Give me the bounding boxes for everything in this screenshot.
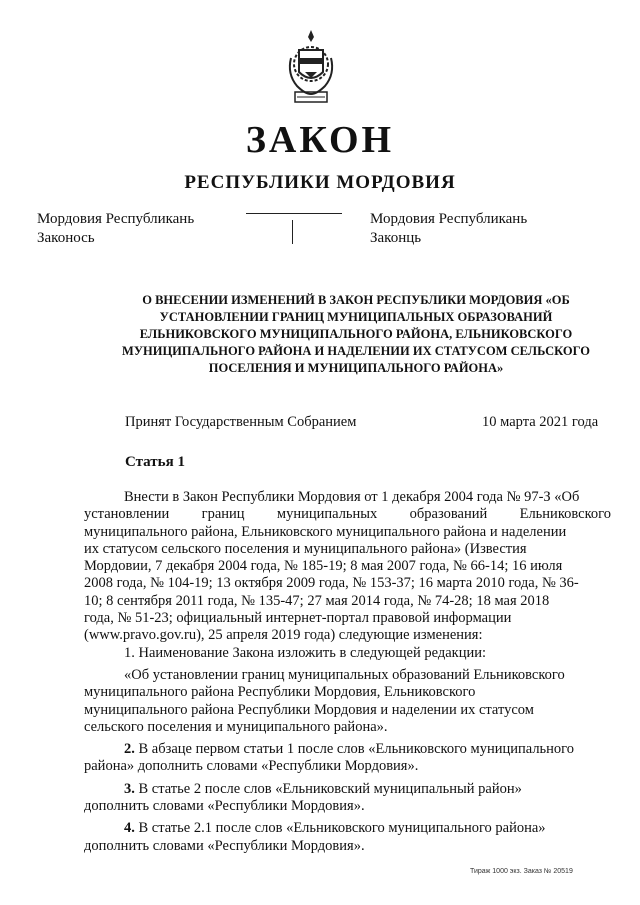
header-right-line: Законць — [370, 230, 422, 246]
intro-line: Внести в Закон Республики Мордовия от 1 декабря 2004 года № 97-З «Об — [124, 489, 580, 505]
item-4-line: дополнить словами «Республики Мордовия». — [84, 837, 365, 854]
intro-line: года, № 51-23; официальный интернет-портал правовой информации — [84, 610, 512, 627]
item-2-number: 2. — [124, 741, 135, 758]
heading-line: ЕЛЬНИКОВСКОГО МУНИЦИПАЛЬНОГО РАЙОНА, ЕЛЬНИКОВСКОГО — [139, 327, 573, 341]
header-right-erzyan — [370, 210, 527, 248]
header-right-line: Мордовия Республикань — [370, 211, 528, 227]
header-left-line: Мордовия Республикань — [37, 211, 195, 227]
heading-line: ПОСЕЛЕНИЯ И МУНИЦИПАЛЬНОГО РАЙОНА» — [208, 361, 504, 375]
item-3 — [84, 781, 611, 798]
law-heading — [100, 292, 612, 377]
adopted-by: Принят Государственным Собранием — [125, 414, 357, 430]
intro-line: (www.pravo.gov.ru), 25 апреля 2019 года) следующие изменения: — [84, 627, 483, 644]
coat-of-arms-emblem — [283, 28, 339, 110]
item-3-number: 3. — [124, 780, 135, 797]
header-left-mokshan — [37, 210, 194, 248]
intro-line: муниципального района, Ельниковского муниципального района и наделении — [84, 523, 567, 540]
item-4-text: В статье 2.1 после слов «Ельниковского муниципального района» — [134, 820, 546, 837]
quote-line: сельского поселения и муниципального района». — [84, 718, 388, 735]
header-left-line: Законось — [37, 230, 95, 246]
adopted-date: 10 марта 2021 года — [482, 414, 599, 430]
header-divider-horizontal — [246, 213, 342, 214]
item-2 — [84, 741, 611, 758]
intro-line: их статусом сельского поселения и муниципального района» (Известия — [84, 540, 527, 557]
heading-line: МУНИЦИПАЛЬНОГО РАЙОНА И НАДЕЛЕНИИ ИХ СТАТУСОМ СЕЛЬСКОГО — [122, 344, 590, 358]
header-divider-vertical — [292, 220, 293, 244]
item-4-number: 4. — [124, 820, 135, 837]
item-2-text: В абзаце первом статьи 1 после слов «Ельниковского муниципального — [134, 741, 575, 758]
heading-line: УСТАНОВЛЕНИИ ГРАНИЦ МУНИЦИПАЛЬНЫХ ОБРАЗОВАНИЙ — [159, 310, 553, 324]
intro-line: 10; 8 сентября 2011 года, № 135-47; 27 мая 2014 года, № 74-28; 18 мая 2018 — [84, 592, 550, 609]
republic-subtitle: РЕСПУБЛИКИ МОРДОВИЯ — [184, 172, 456, 193]
quote-line: муниципального района Республики Мордовия, Ельниковского — [84, 684, 476, 701]
quote-line: «Об установлении границ муниципальных образований Ельниковского — [124, 666, 565, 683]
heading-line: О ВНЕСЕНИИ ИЗМЕНЕНИЙ В ЗАКОН РЕСПУБЛИКИ МОРДОВИЯ «ОБ — [142, 293, 570, 307]
quote-line: муниципального района Республики Мордовия и наделении их статусом — [84, 701, 534, 718]
article-body — [84, 489, 611, 855]
item-4 — [84, 820, 611, 837]
item-1: 1. Наименование Закона изложить в следующей редакции: — [124, 644, 486, 661]
intro-line: 2008 года, № 104-19; 13 октября 2009 года, № 153-37; 16 марта 2010 года, № 36- — [84, 575, 579, 592]
intro-line: установлении границ муниципальных образований Ельниковского — [84, 506, 611, 523]
article-title: Статья 1 — [125, 454, 185, 470]
law-title: ЗАКОН — [245, 119, 395, 161]
item-2-line: района» дополнить словами «Республики Мордовия». — [84, 758, 419, 775]
item-3-line: дополнить словами «Республики Мордовия». — [84, 798, 365, 815]
intro-line: Мордовии, 7 декабря 2004 года, № 185-19; 8 мая 2007 года, № 66-14; 16 июля — [84, 558, 563, 575]
print-run-note: Тираж 1000 экз. Заказ № 20519 — [470, 868, 573, 875]
item-3-text: В статье 2 после слов «Ельниковский муниципальный район» — [134, 780, 522, 797]
